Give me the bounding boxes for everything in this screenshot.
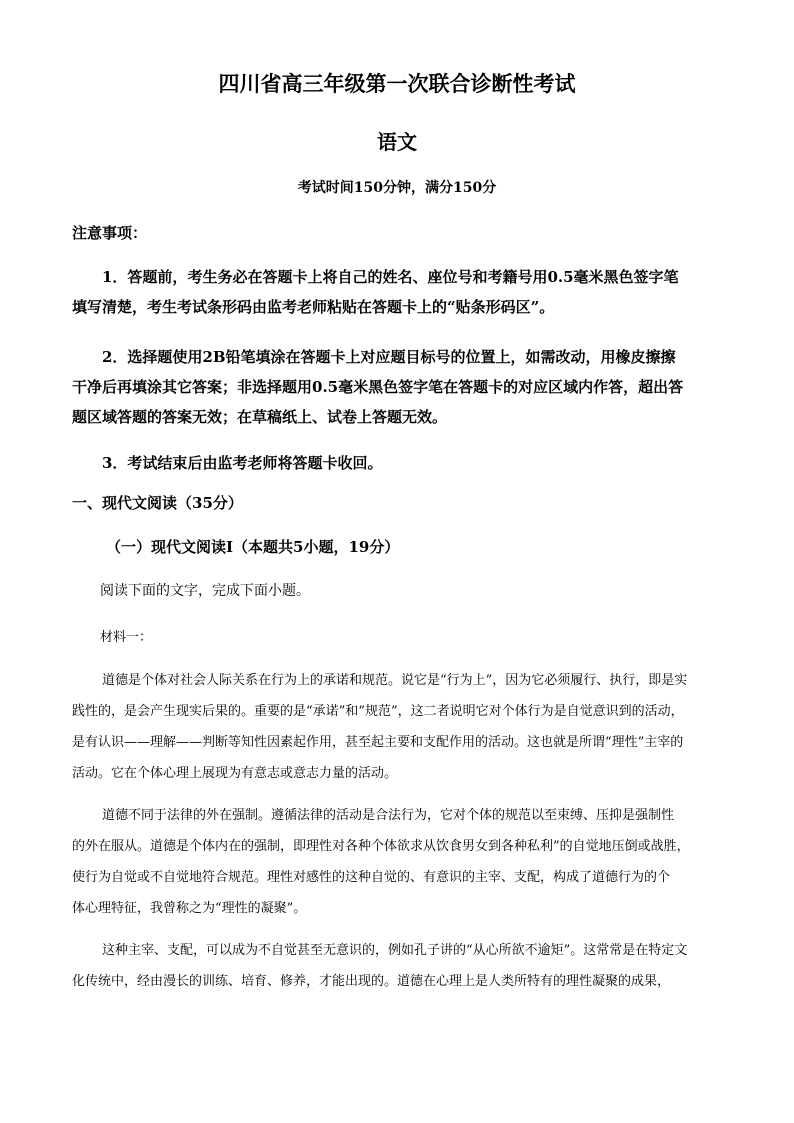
- subject-title: 语文: [377, 130, 417, 154]
- paragraph-line: 是有认识——理解——判断等知性因素起作用，甚至起主要和支配作用的活动。这也就是所谓“理性”主宰的: [72, 735, 684, 750]
- paragraph-line: 道德不同于法律的外在强制。遵循法律的活动是合法行为，它对个体的规范以至束缚、压抑是强制性: [102, 808, 675, 823]
- paragraph-line: 化传统中，经由漫长的训练、培育、修养，才能出现的。道德在心理上是人类所特有的理性凝聚的成果，: [72, 974, 671, 989]
- rule-line: 3．考试结束后由监考老师将答题卡收回。: [102, 454, 383, 472]
- rule-line: 题区域答题的答案无效；在草稿纸上、试卷上答题无效。: [72, 408, 448, 426]
- reading-instruction: 阅读下面的文字，完成下面小题。: [100, 583, 310, 599]
- exam-title: 四川省高三年级第一次联合诊断性考试: [218, 71, 576, 96]
- paragraph-line: 使行为自觉或不自觉地符合规范。理性对感性的这种自觉的、有意识的主宰、支配，构成了道德行为的个: [72, 870, 671, 885]
- rule-line: 填写清楚，考生考试条形码由监考老师粘贴在答题卡上的“贴条形码区”。: [72, 298, 555, 316]
- paragraph-line: 活动。它在个体心理上展现为有意志或意志力量的活动。: [72, 766, 398, 781]
- notice-rule-2: [72, 342, 732, 432]
- rule-line: 干净后再填涂其它答案；非选择题用0.5毫米黑色签字笔在答题卡的对应区域内作答，超出答: [72, 378, 684, 396]
- rule-line: 2．选择题使用2B铅笔填涂在答题卡上对应题目标号的位置上，如需改动，用橡皮擦擦: [102, 348, 676, 366]
- rule-line: 1．答题前，考生务必在答题卡上将自己的姓名、座位号和考籍号用0.5毫米黑色签字笔: [102, 268, 679, 286]
- section-title: 一、现代文阅读（35分）: [72, 494, 243, 512]
- material-paragraph-2: [72, 800, 732, 924]
- material-paragraph-1: [72, 665, 732, 789]
- notice-rule-1: [72, 262, 732, 322]
- subsection-title: （一）现代文阅读Ⅰ（本题共5小题，19分）: [106, 538, 400, 556]
- notice-heading: 注意事项：: [72, 224, 148, 242]
- paragraph-line: 的外在服从。道德是个体内在的强制，即理性对各种个体欲求从饮食男女到各种私利”的自觉地压倒或战胜，: [72, 839, 690, 854]
- exam-info: 考试时间150分钟，满分150分: [297, 180, 497, 196]
- material-paragraph-3: [72, 935, 732, 997]
- notice-rule-3: [72, 448, 732, 478]
- paragraph-line: 体心理特征，我曾称之为“理性的凝聚”。: [72, 901, 307, 916]
- paragraph-line: 这种主宰、支配，可以成为不自觉甚至无意识的，例如孔子讲的“从心所欲不逾矩”。这常常是在特定文: [102, 943, 688, 958]
- material-label: 材料一：: [100, 630, 153, 645]
- paragraph-line: 道德是个体对社会人际关系在行为上的承诺和规范。说它是“行为上”，因为它必须履行、执行，即是实: [102, 673, 688, 688]
- paragraph-line: 践性的，是会产生现实后果的。重要的是“承诺”和“规范”，这二者说明它对个体行为是自觉意识到的活动，: [72, 704, 684, 719]
